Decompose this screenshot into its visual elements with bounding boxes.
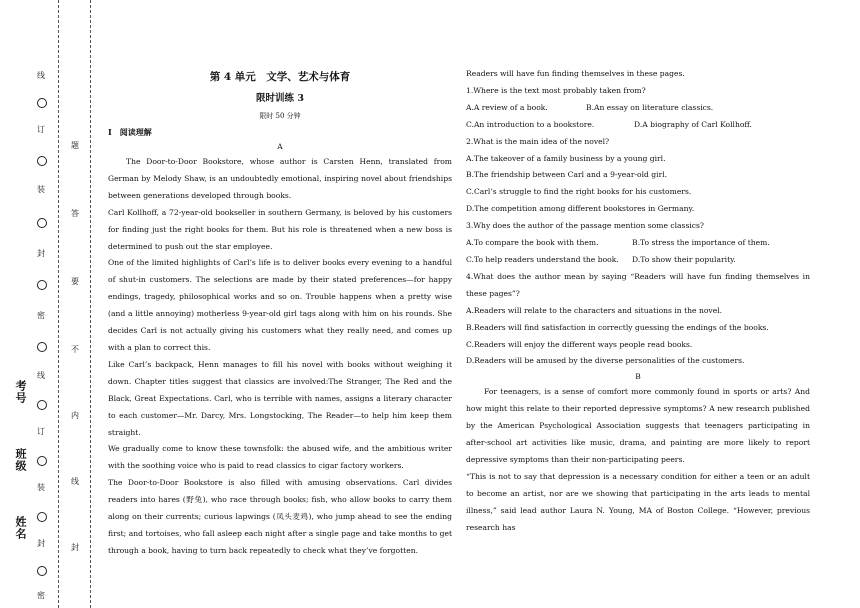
passage-a-closing: Readers will have fun finding themselves in these pages.	[466, 69, 685, 78]
option: D.Readers will be amused by the diverse personalities of the customers.	[466, 356, 745, 366]
passage-b-paragraph: For teenagers, is a sense of comfort more commonly found in sports or arts? And how might this relate to their reported depressive symptoms? A new research published by the American Psychological Association suggests that teenagers participating in after-school art activities like music, drama, and painting are more likely to report depressive symptoms than their non-participating peers.	[466, 387, 810, 464]
seal-circle	[37, 400, 47, 410]
seal-circle	[37, 218, 47, 228]
option: C.Readers will enjoy the different ways people read books.	[466, 339, 693, 349]
question-stem: 2.What is the main idea of the novel?	[466, 136, 610, 146]
passage-a-label: A	[277, 142, 283, 151]
inner-mark: 内	[71, 411, 79, 420]
option: C.Carl’s struggle to find the right books for his customers.	[466, 187, 692, 197]
seal-circle	[37, 98, 47, 108]
option: B.To stress the importance of them.	[632, 238, 770, 248]
seal-circle	[37, 566, 47, 576]
option: B.The friendship between Carl and a 9-year-old girl.	[466, 170, 668, 180]
seal-circle	[37, 156, 47, 166]
option: A.To compare the book with them.	[466, 238, 599, 248]
seal-circle	[37, 456, 47, 466]
passage-b-label: B	[635, 372, 641, 382]
section-heading: Ⅰ 阅读理解	[108, 127, 152, 137]
passage-a-paragraph: Like Carl’s backpack, Henn manages to fill his novel with books without weighing it down. Chapter titles suggest that classics are involved:The Stranger, The Red and the Black, Great Expectations. Carl, who is terrible with names, assigns a literary character to each customer—Mr. Darcy, Mrs. Longstocking, The Reader—to help him keep them straight.	[108, 359, 452, 437]
seal-circle	[37, 342, 47, 352]
exam-number-label: 考号	[14, 380, 27, 404]
passage-a-paragraph: The Door-to-Door Bookstore, whose author is Carsten Henn, translated from German by Melody Shaw, is an undoubtedly emotional, inspiring novel about friendships between generations developed through books.	[108, 157, 452, 200]
outer-seal-line	[58, 0, 59, 608]
seal-mark: 封	[37, 539, 45, 548]
passage-a-paragraph: The Door-to-Door Bookstore is also filled with amusing observations. Carl divides readers into hares (野兔), who race through books; fish, who allow books to carry them along on their currents; curious lapwings (凤头麦鸡), who jump ahead to see the ending first; and tortoises, who fall asleep each night after a single page and take months to get through a book, having to turn back repeatedly to check what they’ve forgotten.	[108, 478, 452, 555]
seal-mark: 密	[37, 311, 45, 320]
option-row	[466, 252, 810, 269]
class-label: 班级	[14, 448, 27, 472]
seal-mark: 装	[37, 483, 45, 492]
option: C.An introduction to a bookstore.	[466, 119, 595, 129]
seal-mark: 订	[37, 125, 45, 134]
inner-mark: 答	[71, 209, 79, 218]
inner-mark: 封	[71, 543, 79, 552]
inner-mark: 要	[71, 277, 79, 286]
inner-mark: 题	[71, 141, 79, 150]
inner-mark: 不	[71, 345, 79, 354]
seal-mark: 密	[37, 591, 45, 600]
right-column	[466, 66, 810, 536]
question-stem: 3.Why does the author of the passage mention some classics?	[466, 221, 705, 231]
seal-circle	[37, 280, 47, 290]
option-row	[466, 117, 810, 134]
option: A.The takeover of a family business by a young girl.	[466, 153, 666, 163]
option: B.Readers will find satisfaction in correctly guessing the endings of the books.	[466, 322, 769, 332]
option: D.To show their popularity.	[632, 254, 736, 264]
left-column	[108, 66, 452, 560]
option: C.To help readers understand the book.	[466, 254, 619, 264]
seal-mark: 线	[37, 71, 45, 80]
inner-seal-line	[90, 0, 91, 608]
unit-title: 第 4 单元 文学、艺术与体育	[209, 71, 351, 83]
seal-mark: 装	[37, 185, 45, 194]
passage-b-paragraph: “This is not to say that depression is a necessary condition for either a teen or an adult to become an artist, nor are we showing that participating in the arts leads to mental illness,” said lead author Laura N. Young, MA of Boston College. “However, previous research has	[466, 471, 810, 532]
option-row	[466, 100, 810, 117]
option: B.An essay on literature classics.	[586, 102, 714, 112]
inner-mark: 线	[71, 477, 79, 486]
seal-mark: 订	[37, 427, 45, 436]
option: A.Readers will relate to the characters and situations in the novel.	[466, 305, 723, 315]
seal-mark: 线	[37, 371, 45, 380]
question-stem: 4.What does the author mean by saying “Readers will have fun finding themselves in these pages”?	[466, 271, 810, 298]
option: A.A review of a book.	[466, 102, 548, 112]
question-stem: 1.Where is the text most probably taken from?	[466, 85, 646, 95]
training-title: 限时训练 3	[256, 93, 304, 104]
passage-a-paragraph: We gradually come to know these townsfolk: the abused wife, and the ambitious writer with the soothing voice who is paid to read classics to cigar factory workers.	[108, 444, 452, 471]
seal-circle	[37, 512, 47, 522]
passage-a-paragraph: Carl Kollhoff, a 72-year-old bookseller in southern Germany, is beloved by his customers for finding just the right books for them. But his role is threatened when a new boss is determined to push out the star employee.	[108, 207, 452, 251]
seal-mark: 封	[37, 249, 45, 258]
name-label: 姓名	[14, 516, 27, 540]
passage-a-paragraph: One of the limited highlights of Carl’s life is to deliver books every evening to a handful of shut-in customers. The selections are made by their stated preferences—for happy endings, tragedy, philosophical works and so on. Trouble happens when a pretty wise (and a little annoying) motherless 9-year-old girl tags along with him on his rounds. She decides Carl is not actually giving his customers what they really need, and comes up with a plan to correct this.	[108, 258, 452, 352]
option: D.A biography of Carl Kollhoff.	[634, 119, 752, 129]
time-limit: 限时 50 分钟	[259, 112, 301, 120]
option-row	[466, 235, 810, 252]
option: D.The competition among different bookstores in Germany.	[466, 204, 695, 214]
binding-margin	[0, 0, 100, 608]
